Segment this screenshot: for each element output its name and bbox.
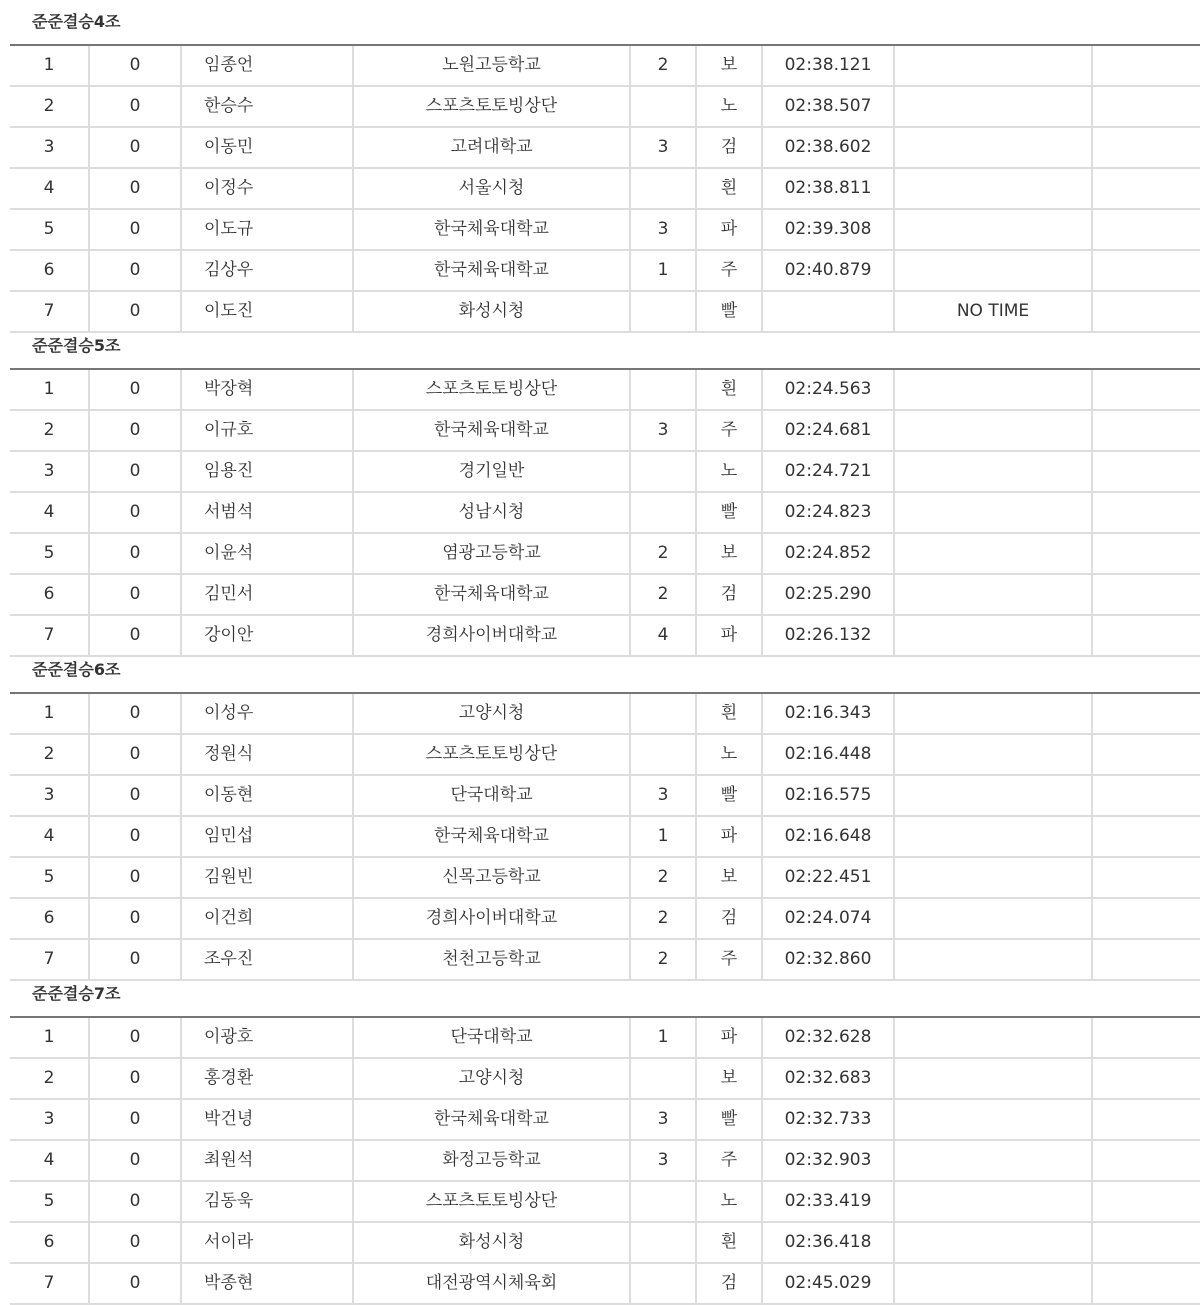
table-row (10, 899, 1200, 940)
score-cell: 0 (90, 411, 182, 450)
table-row (10, 493, 1200, 534)
table-row (10, 1264, 1200, 1305)
score-cell: 0 (90, 858, 182, 897)
extra-cell (1093, 452, 1200, 491)
rank-cell: 1 (10, 694, 90, 733)
rank-cell: 2 (10, 735, 90, 774)
team-cell: 염광고등학교 (354, 534, 631, 573)
note-cell (895, 858, 1093, 897)
team-cell: 화성시청 (354, 1223, 631, 1262)
helmet-color-cell: 주 (697, 940, 763, 979)
athlete-name-cell: 이동현 (182, 776, 354, 815)
athlete-name-cell: 임용진 (182, 452, 354, 491)
record-time-cell: 02:40.879 (763, 251, 895, 290)
helmet-color-cell: 빨 (697, 493, 763, 532)
grade-cell (631, 1264, 697, 1303)
note-cell (895, 46, 1093, 85)
rank-cell: 2 (10, 87, 90, 126)
grade-cell (631, 169, 697, 208)
note-cell (895, 776, 1093, 815)
grade-cell: 1 (631, 251, 697, 290)
record-time-cell: 02:16.575 (763, 776, 895, 815)
helmet-color-cell: 흰 (697, 370, 763, 409)
grade-cell (631, 370, 697, 409)
table-row (10, 1018, 1200, 1059)
helmet-color-cell: 노 (697, 452, 763, 491)
helmet-color-cell: 흰 (697, 694, 763, 733)
extra-cell (1093, 1141, 1200, 1180)
score-cell: 0 (90, 735, 182, 774)
results-table (10, 692, 1200, 981)
helmet-color-cell: 검 (697, 899, 763, 938)
athlete-name-cell: 이동민 (182, 128, 354, 167)
record-time-cell: 02:16.343 (763, 694, 895, 733)
extra-cell (1093, 534, 1200, 573)
rank-cell: 5 (10, 534, 90, 573)
score-cell: 0 (90, 1223, 182, 1262)
athlete-name-cell: 이도진 (182, 292, 354, 331)
team-cell: 단국대학교 (354, 776, 631, 815)
rank-cell: 7 (10, 292, 90, 331)
score-cell: 0 (90, 534, 182, 573)
grade-cell (631, 1059, 697, 1098)
rank-cell: 1 (10, 46, 90, 85)
table-row (10, 452, 1200, 493)
extra-cell (1093, 210, 1200, 249)
grade-cell: 3 (631, 411, 697, 450)
results-table (10, 368, 1200, 657)
helmet-color-cell: 노 (697, 735, 763, 774)
record-time-cell (763, 292, 895, 331)
note-cell (895, 1223, 1093, 1262)
record-time-cell: 02:24.074 (763, 899, 895, 938)
score-cell: 0 (90, 694, 182, 733)
table-row (10, 1141, 1200, 1182)
team-cell: 화정고등학교 (354, 1141, 631, 1180)
team-cell: 경기일반 (354, 452, 631, 491)
table-row (10, 616, 1200, 657)
heat-title: 준준결승4조 (32, 12, 121, 31)
team-cell: 고양시청 (354, 1059, 631, 1098)
note-cell (895, 1100, 1093, 1139)
grade-cell: 2 (631, 534, 697, 573)
grade-cell (631, 1223, 697, 1262)
athlete-name-cell: 이윤석 (182, 534, 354, 573)
table-row (10, 1100, 1200, 1141)
athlete-name-cell: 최원석 (182, 1141, 354, 1180)
athlete-name-cell: 박종현 (182, 1264, 354, 1303)
score-cell: 0 (90, 776, 182, 815)
team-cell: 스포츠토토빙상단 (354, 87, 631, 126)
grade-cell: 1 (631, 1018, 697, 1057)
helmet-color-cell: 주 (697, 411, 763, 450)
helmet-color-cell: 파 (697, 817, 763, 856)
score-cell: 0 (90, 1182, 182, 1221)
table-row (10, 210, 1200, 251)
note-cell (895, 128, 1093, 167)
helmet-color-cell: 빨 (697, 1100, 763, 1139)
team-cell: 한국체육대학교 (354, 575, 631, 614)
note-cell (895, 1018, 1093, 1057)
team-cell: 성남시청 (354, 493, 631, 532)
score-cell: 0 (90, 46, 182, 85)
rank-cell: 3 (10, 776, 90, 815)
record-time-cell: 02:22.451 (763, 858, 895, 897)
rank-cell: 5 (10, 1182, 90, 1221)
athlete-name-cell: 이정수 (182, 169, 354, 208)
record-time-cell: 02:24.563 (763, 370, 895, 409)
helmet-color-cell: 흰 (697, 1223, 763, 1262)
note-cell (895, 534, 1093, 573)
athlete-name-cell: 강이안 (182, 616, 354, 655)
note-cell (895, 735, 1093, 774)
score-cell: 0 (90, 899, 182, 938)
grade-cell (631, 292, 697, 331)
grade-cell: 3 (631, 210, 697, 249)
athlete-name-cell: 조우진 (182, 940, 354, 979)
extra-cell (1093, 735, 1200, 774)
table-row (10, 776, 1200, 817)
athlete-name-cell: 정원식 (182, 735, 354, 774)
extra-cell (1093, 940, 1200, 979)
rank-cell: 7 (10, 940, 90, 979)
helmet-color-cell: 흰 (697, 169, 763, 208)
team-cell: 스포츠토토빙상단 (354, 370, 631, 409)
record-time-cell: 02:38.602 (763, 128, 895, 167)
rank-cell: 2 (10, 1059, 90, 1098)
grade-cell: 2 (631, 46, 697, 85)
team-cell: 노원고등학교 (354, 46, 631, 85)
score-cell: 0 (90, 128, 182, 167)
score-cell: 0 (90, 1018, 182, 1057)
score-cell: 0 (90, 452, 182, 491)
note-cell (895, 1264, 1093, 1303)
note-cell (895, 616, 1093, 655)
note-cell (895, 575, 1093, 614)
helmet-color-cell: 빨 (697, 292, 763, 331)
heat-title: 준준결승5조 (32, 336, 121, 355)
grade-cell: 3 (631, 776, 697, 815)
table-row (10, 46, 1200, 87)
extra-cell (1093, 575, 1200, 614)
grade-cell: 2 (631, 575, 697, 614)
record-time-cell: 02:24.681 (763, 411, 895, 450)
record-time-cell: 02:38.121 (763, 46, 895, 85)
record-time-cell: 02:24.721 (763, 452, 895, 491)
helmet-color-cell: 노 (697, 1182, 763, 1221)
athlete-name-cell: 홍경환 (182, 1059, 354, 1098)
score-cell: 0 (90, 251, 182, 290)
extra-cell (1093, 370, 1200, 409)
record-time-cell: 02:24.823 (763, 493, 895, 532)
grade-cell: 3 (631, 128, 697, 167)
helmet-color-cell: 보 (697, 534, 763, 573)
note-cell (895, 169, 1093, 208)
rank-cell: 3 (10, 452, 90, 491)
helmet-color-cell: 빨 (697, 776, 763, 815)
note-cell (895, 251, 1093, 290)
grade-cell: 2 (631, 899, 697, 938)
grade-cell (631, 735, 697, 774)
record-time-cell: 02:32.628 (763, 1018, 895, 1057)
rank-cell: 5 (10, 858, 90, 897)
athlete-name-cell: 이광호 (182, 1018, 354, 1057)
extra-cell (1093, 292, 1200, 331)
athlete-name-cell: 한승수 (182, 87, 354, 126)
record-time-cell: 02:32.903 (763, 1141, 895, 1180)
heat-title: 준준결승6조 (32, 660, 121, 679)
score-cell: 0 (90, 1100, 182, 1139)
rank-cell: 1 (10, 370, 90, 409)
table-row (10, 370, 1200, 411)
rank-cell: 6 (10, 899, 90, 938)
table-row (10, 292, 1200, 333)
extra-cell (1093, 1100, 1200, 1139)
rank-cell: 5 (10, 210, 90, 249)
score-cell: 0 (90, 87, 182, 126)
team-cell: 신목고등학교 (354, 858, 631, 897)
grade-cell: 3 (631, 1100, 697, 1139)
table-row (10, 940, 1200, 981)
athlete-name-cell: 이도규 (182, 210, 354, 249)
team-cell: 스포츠토토빙상단 (354, 1182, 631, 1221)
team-cell: 천천고등학교 (354, 940, 631, 979)
extra-cell (1093, 899, 1200, 938)
note-cell (895, 817, 1093, 856)
team-cell: 한국체육대학교 (354, 411, 631, 450)
note-cell (895, 1182, 1093, 1221)
record-time-cell: 02:26.132 (763, 616, 895, 655)
record-time-cell: 02:16.448 (763, 735, 895, 774)
extra-cell (1093, 776, 1200, 815)
record-time-cell: 02:33.419 (763, 1182, 895, 1221)
grade-cell (631, 694, 697, 733)
grade-cell (631, 493, 697, 532)
athlete-name-cell: 김동욱 (182, 1182, 354, 1221)
rank-cell: 1 (10, 1018, 90, 1057)
extra-cell (1093, 1223, 1200, 1262)
score-cell: 0 (90, 1264, 182, 1303)
team-cell: 한국체육대학교 (354, 251, 631, 290)
record-time-cell: 02:32.683 (763, 1059, 895, 1098)
note-cell (895, 411, 1093, 450)
grade-cell: 1 (631, 817, 697, 856)
team-cell: 한국체육대학교 (354, 817, 631, 856)
score-cell: 0 (90, 292, 182, 331)
table-row (10, 128, 1200, 169)
athlete-name-cell: 김상우 (182, 251, 354, 290)
record-time-cell: 02:32.733 (763, 1100, 895, 1139)
note-cell (895, 899, 1093, 938)
record-time-cell: 02:45.029 (763, 1264, 895, 1303)
note-cell (895, 210, 1093, 249)
athlete-name-cell: 김민서 (182, 575, 354, 614)
athlete-name-cell: 이성우 (182, 694, 354, 733)
helmet-color-cell: 검 (697, 128, 763, 167)
score-cell: 0 (90, 370, 182, 409)
results-table (10, 1016, 1200, 1305)
extra-cell (1093, 493, 1200, 532)
team-cell: 화성시청 (354, 292, 631, 331)
note-cell: NO TIME (895, 292, 1093, 331)
note-cell (895, 87, 1093, 126)
extra-cell (1093, 1018, 1200, 1057)
rank-cell: 6 (10, 251, 90, 290)
grade-cell: 3 (631, 1141, 697, 1180)
grade-cell: 2 (631, 940, 697, 979)
team-cell: 서울시청 (354, 169, 631, 208)
rank-cell: 7 (10, 1264, 90, 1303)
score-cell: 0 (90, 940, 182, 979)
team-cell: 단국대학교 (354, 1018, 631, 1057)
score-cell: 0 (90, 493, 182, 532)
athlete-name-cell: 서범석 (182, 493, 354, 532)
score-cell: 0 (90, 575, 182, 614)
team-cell: 경희사이버대학교 (354, 616, 631, 655)
rank-cell: 3 (10, 128, 90, 167)
grade-cell: 4 (631, 616, 697, 655)
extra-cell (1093, 858, 1200, 897)
rank-cell: 2 (10, 411, 90, 450)
extra-cell (1093, 87, 1200, 126)
helmet-color-cell: 파 (697, 210, 763, 249)
athlete-name-cell: 박장혁 (182, 370, 354, 409)
extra-cell (1093, 411, 1200, 450)
record-time-cell: 02:16.648 (763, 817, 895, 856)
athlete-name-cell: 박건녕 (182, 1100, 354, 1139)
note-cell (895, 370, 1093, 409)
grade-cell: 2 (631, 858, 697, 897)
team-cell: 경희사이버대학교 (354, 899, 631, 938)
rank-cell: 6 (10, 1223, 90, 1262)
extra-cell (1093, 169, 1200, 208)
table-row (10, 534, 1200, 575)
table-row (10, 1223, 1200, 1264)
helmet-color-cell: 주 (697, 251, 763, 290)
score-cell: 0 (90, 817, 182, 856)
helmet-color-cell: 보 (697, 46, 763, 85)
score-cell: 0 (90, 1059, 182, 1098)
extra-cell (1093, 817, 1200, 856)
table-row (10, 251, 1200, 292)
record-time-cell: 02:25.290 (763, 575, 895, 614)
table-row (10, 411, 1200, 452)
extra-cell (1093, 251, 1200, 290)
athlete-name-cell: 서이라 (182, 1223, 354, 1262)
athlete-name-cell: 김원빈 (182, 858, 354, 897)
extra-cell (1093, 1059, 1200, 1098)
helmet-color-cell: 노 (697, 87, 763, 126)
table-row (10, 1059, 1200, 1100)
team-cell: 대전광역시체육회 (354, 1264, 631, 1303)
note-cell (895, 1141, 1093, 1180)
record-time-cell: 02:38.507 (763, 87, 895, 126)
note-cell (895, 452, 1093, 491)
table-row (10, 575, 1200, 616)
score-cell: 0 (90, 210, 182, 249)
extra-cell (1093, 616, 1200, 655)
grade-cell (631, 452, 697, 491)
helmet-color-cell: 검 (697, 1264, 763, 1303)
extra-cell (1093, 1182, 1200, 1221)
table-row (10, 694, 1200, 735)
rank-cell: 4 (10, 493, 90, 532)
team-cell: 스포츠토토빙상단 (354, 735, 631, 774)
record-time-cell: 02:38.811 (763, 169, 895, 208)
table-row (10, 817, 1200, 858)
team-cell: 고양시청 (354, 694, 631, 733)
athlete-name-cell: 이규호 (182, 411, 354, 450)
extra-cell (1093, 694, 1200, 733)
score-cell: 0 (90, 169, 182, 208)
results-table (10, 44, 1200, 333)
record-time-cell: 02:36.418 (763, 1223, 895, 1262)
athlete-name-cell: 임종언 (182, 46, 354, 85)
record-time-cell: 02:32.860 (763, 940, 895, 979)
extra-cell (1093, 46, 1200, 85)
heat-title: 준준결승7조 (32, 984, 121, 1003)
rank-cell: 4 (10, 169, 90, 208)
note-cell (895, 493, 1093, 532)
helmet-color-cell: 검 (697, 575, 763, 614)
helmet-color-cell: 파 (697, 616, 763, 655)
grade-cell (631, 87, 697, 126)
rank-cell: 3 (10, 1100, 90, 1139)
helmet-color-cell: 파 (697, 1018, 763, 1057)
note-cell (895, 694, 1093, 733)
helmet-color-cell: 주 (697, 1141, 763, 1180)
extra-cell (1093, 128, 1200, 167)
athlete-name-cell: 이건희 (182, 899, 354, 938)
rank-cell: 4 (10, 1141, 90, 1180)
rank-cell: 6 (10, 575, 90, 614)
team-cell: 한국체육대학교 (354, 1100, 631, 1139)
table-row (10, 87, 1200, 128)
score-cell: 0 (90, 1141, 182, 1180)
rank-cell: 7 (10, 616, 90, 655)
team-cell: 한국체육대학교 (354, 210, 631, 249)
extra-cell (1093, 1264, 1200, 1303)
record-time-cell: 02:24.852 (763, 534, 895, 573)
table-row (10, 858, 1200, 899)
table-row (10, 735, 1200, 776)
helmet-color-cell: 보 (697, 1059, 763, 1098)
note-cell (895, 1059, 1093, 1098)
record-time-cell: 02:39.308 (763, 210, 895, 249)
table-row (10, 169, 1200, 210)
grade-cell (631, 1182, 697, 1221)
team-cell: 고려대학교 (354, 128, 631, 167)
table-row (10, 1182, 1200, 1223)
helmet-color-cell: 보 (697, 858, 763, 897)
note-cell (895, 940, 1093, 979)
athlete-name-cell: 임민섭 (182, 817, 354, 856)
rank-cell: 4 (10, 817, 90, 856)
score-cell: 0 (90, 616, 182, 655)
